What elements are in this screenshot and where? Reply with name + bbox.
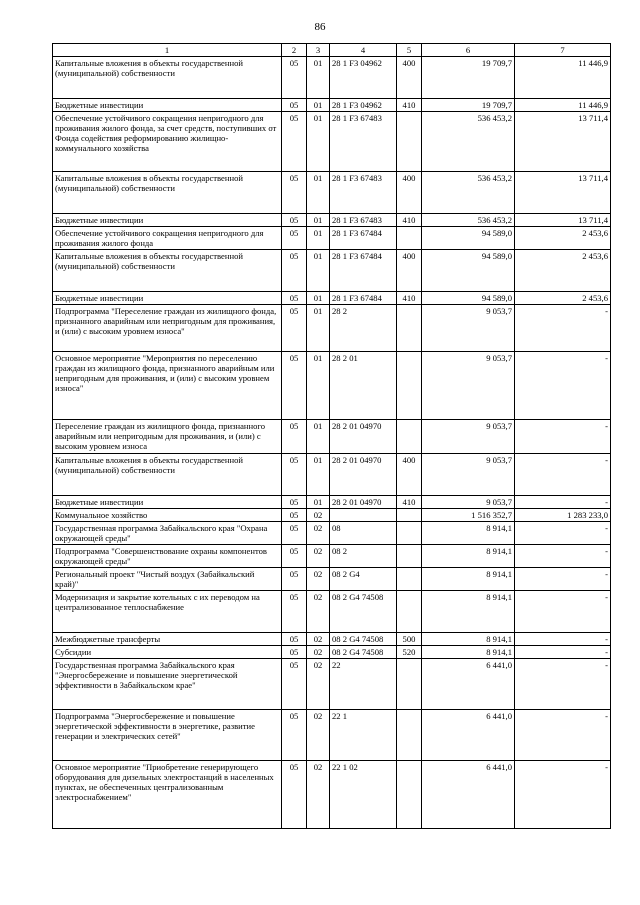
- cell-amount-year2: -: [515, 659, 611, 710]
- cell-amount-year1: 8 914,1: [422, 633, 515, 646]
- header-cell: 7: [515, 44, 611, 57]
- cell-name: Капитальные вложения в объекты государственной (муниципальной) собственности: [53, 454, 282, 496]
- cell-target-article: 28 1 F3 67483: [330, 214, 397, 227]
- cell-target-article: 22 1 02: [330, 761, 397, 829]
- cell-name: Подпрограмма "Энергосбережение и повышение энергетической эффективности в энергетике, развитие генерации и электрических сетей": [53, 710, 282, 761]
- cell-section: 05: [282, 568, 307, 591]
- cell-section: 05: [282, 522, 307, 545]
- cell-subsection: 01: [307, 305, 330, 352]
- cell-name: Подпрограмма "Переселение граждан из жилищного фонда, признанного аварийным или непригодным для проживания, и (или) с высоким уровнем износа": [53, 305, 282, 352]
- cell-amount-year2: -: [515, 420, 611, 454]
- cell-amount-year1: 8 914,1: [422, 591, 515, 633]
- cell-amount-year2: -: [515, 568, 611, 591]
- cell-name: Обеспечение устойчивого сокращения непригодного для проживания жилого фонда: [53, 227, 282, 250]
- cell-name: Бюджетные инвестиции: [53, 99, 282, 112]
- cell-subsection: 01: [307, 57, 330, 99]
- cell-name: Переселение граждан из жилищного фонда, признанного аварийным или непригодным для проживания, и (или) с высоким уровнем износа: [53, 420, 282, 454]
- cell-amount-year2: -: [515, 545, 611, 568]
- cell-section: 05: [282, 57, 307, 99]
- cell-amount-year2: -: [515, 761, 611, 829]
- cell-amount-year1: 94 589,0: [422, 292, 515, 305]
- cell-subsection: 01: [307, 227, 330, 250]
- cell-expense-type: 410: [397, 292, 422, 305]
- cell-target-article: 28 2 01: [330, 352, 397, 420]
- cell-target-article: 28 2 01 04970: [330, 420, 397, 454]
- cell-amount-year1: 19 709,7: [422, 57, 515, 99]
- cell-section: 05: [282, 172, 307, 214]
- cell-subsection: 01: [307, 496, 330, 509]
- cell-section: 05: [282, 305, 307, 352]
- table-row: [53, 545, 611, 568]
- table-row: [53, 292, 611, 305]
- table-row: [53, 633, 611, 646]
- table-row: [53, 250, 611, 292]
- cell-target-article: 08 2 G4 74508: [330, 633, 397, 646]
- cell-amount-year2: 13 711,4: [515, 172, 611, 214]
- table-row: [53, 568, 611, 591]
- cell-expense-type: [397, 761, 422, 829]
- cell-amount-year2: 11 446,9: [515, 99, 611, 112]
- table-row: [53, 57, 611, 99]
- header-cell: 4: [330, 44, 397, 57]
- cell-amount-year1: 9 053,7: [422, 454, 515, 496]
- cell-target-article: 28 1 F3 67483: [330, 172, 397, 214]
- cell-expense-type: [397, 545, 422, 568]
- cell-expense-type: 400: [397, 454, 422, 496]
- cell-name: Капитальные вложения в объекты государственной (муниципальной) собственности: [53, 250, 282, 292]
- table-row: [53, 172, 611, 214]
- cell-name: Субсидии: [53, 646, 282, 659]
- cell-expense-type: [397, 112, 422, 172]
- table-row: [53, 214, 611, 227]
- cell-expense-type: [397, 227, 422, 250]
- cell-name: Капитальные вложения в объекты государственной (муниципальной) собственности: [53, 57, 282, 99]
- cell-target-article: 28 1 F3 67484: [330, 250, 397, 292]
- cell-name: Государственная программа Забайкальского края "Энергосбережение и повышение энергетической эффективности в Забайкальском крае": [53, 659, 282, 710]
- cell-target-article: 28 1 F3 67483: [330, 112, 397, 172]
- cell-subsection: 02: [307, 568, 330, 591]
- cell-section: 05: [282, 509, 307, 522]
- cell-name: Бюджетные инвестиции: [53, 214, 282, 227]
- cell-section: 05: [282, 659, 307, 710]
- cell-subsection: 01: [307, 112, 330, 172]
- cell-amount-year2: -: [515, 710, 611, 761]
- cell-section: 05: [282, 710, 307, 761]
- cell-amount-year2: -: [515, 496, 611, 509]
- cell-section: 05: [282, 214, 307, 227]
- cell-amount-year1: 9 053,7: [422, 496, 515, 509]
- cell-expense-type: [397, 659, 422, 710]
- cell-name: Коммунальное хозяйство: [53, 509, 282, 522]
- cell-subsection: 02: [307, 761, 330, 829]
- cell-expense-type: 500: [397, 633, 422, 646]
- cell-amount-year1: 536 453,2: [422, 172, 515, 214]
- cell-target-article: 28 1 F3 04962: [330, 57, 397, 99]
- table-row: [53, 659, 611, 710]
- cell-subsection: 01: [307, 454, 330, 496]
- table-row: [53, 646, 611, 659]
- cell-amount-year1: 536 453,2: [422, 112, 515, 172]
- cell-name: Обеспечение устойчивого сокращения непригодного для проживания жилого фонда, за счет средств, поступивших от Фонда содействия реформированию жилищно-коммунального хозяйства: [53, 112, 282, 172]
- cell-subsection: 02: [307, 633, 330, 646]
- cell-name: Подпрограмма "Совершенствование охраны компонентов окружающей среды": [53, 545, 282, 568]
- cell-subsection: 02: [307, 509, 330, 522]
- cell-amount-year2: -: [515, 591, 611, 633]
- header-cell: 6: [422, 44, 515, 57]
- table-row: [53, 509, 611, 522]
- cell-target-article: 08 2 G4: [330, 568, 397, 591]
- table-row: [53, 112, 611, 172]
- page-number: 86: [314, 21, 326, 33]
- table-row: [53, 761, 611, 829]
- cell-subsection: 01: [307, 214, 330, 227]
- header-cell: 3: [307, 44, 330, 57]
- cell-subsection: 01: [307, 420, 330, 454]
- cell-subsection: 01: [307, 292, 330, 305]
- cell-expense-type: [397, 522, 422, 545]
- cell-amount-year1: 8 914,1: [422, 568, 515, 591]
- cell-amount-year1: 8 914,1: [422, 522, 515, 545]
- cell-amount-year1: 94 589,0: [422, 250, 515, 292]
- table-row: [53, 305, 611, 352]
- cell-amount-year2: -: [515, 305, 611, 352]
- cell-target-article: 28 1 F3 04962: [330, 99, 397, 112]
- cell-name: Модернизация и закрытие котельных с их переводом на централизованное теплоснабжение: [53, 591, 282, 633]
- cell-amount-year1: 19 709,7: [422, 99, 515, 112]
- cell-amount-year2: -: [515, 454, 611, 496]
- cell-amount-year2: 2 453,6: [515, 292, 611, 305]
- cell-amount-year1: 536 453,2: [422, 214, 515, 227]
- cell-section: 05: [282, 420, 307, 454]
- cell-section: 05: [282, 633, 307, 646]
- cell-amount-year2: 13 711,4: [515, 214, 611, 227]
- cell-subsection: 02: [307, 522, 330, 545]
- cell-amount-year1: 9 053,7: [422, 305, 515, 352]
- cell-target-article: 28 1 F3 67484: [330, 292, 397, 305]
- table-row: [53, 591, 611, 633]
- cell-section: 05: [282, 591, 307, 633]
- cell-amount-year2: 2 453,6: [515, 227, 611, 250]
- cell-subsection: 02: [307, 659, 330, 710]
- cell-expense-type: 520: [397, 646, 422, 659]
- cell-expense-type: 410: [397, 99, 422, 112]
- cell-target-article: 22 1: [330, 710, 397, 761]
- table-row: [53, 522, 611, 545]
- cell-target-article: 28 2: [330, 305, 397, 352]
- cell-subsection: 01: [307, 172, 330, 214]
- cell-amount-year2: 2 453,6: [515, 250, 611, 292]
- cell-amount-year1: 6 441,0: [422, 659, 515, 710]
- header-cell: 5: [397, 44, 422, 57]
- cell-name: Основное мероприятие "Приобретение генерирующего оборудования для дизельных электростанций в населенных пунктах, не обеспеченных централизованным электроснабжением": [53, 761, 282, 829]
- cell-target-article: 22: [330, 659, 397, 710]
- cell-section: 05: [282, 250, 307, 292]
- cell-name: Региональный проект "Чистый воздух (Забайкальский край)": [53, 568, 282, 591]
- cell-expense-type: 410: [397, 214, 422, 227]
- cell-name: Капитальные вложения в объекты государственной (муниципальной) собственности: [53, 172, 282, 214]
- cell-subsection: 01: [307, 99, 330, 112]
- cell-expense-type: [397, 509, 422, 522]
- cell-amount-year1: 6 441,0: [422, 710, 515, 761]
- cell-subsection: 02: [307, 591, 330, 633]
- cell-expense-type: 400: [397, 57, 422, 99]
- cell-section: 05: [282, 292, 307, 305]
- table-row: [53, 99, 611, 112]
- cell-target-article: 28 1 F3 67484: [330, 227, 397, 250]
- cell-amount-year2: -: [515, 633, 611, 646]
- cell-expense-type: [397, 305, 422, 352]
- cell-amount-year1: 6 441,0: [422, 761, 515, 829]
- cell-subsection: 02: [307, 545, 330, 568]
- cell-target-article: 28 2 01 04970: [330, 496, 397, 509]
- cell-amount-year1: 9 053,7: [422, 420, 515, 454]
- cell-section: 05: [282, 761, 307, 829]
- cell-expense-type: 400: [397, 250, 422, 292]
- cell-name: Бюджетные инвестиции: [53, 496, 282, 509]
- cell-amount-year2: 13 711,4: [515, 112, 611, 172]
- cell-expense-type: [397, 710, 422, 761]
- cell-expense-type: [397, 420, 422, 454]
- cell-subsection: 01: [307, 250, 330, 292]
- cell-section: 05: [282, 646, 307, 659]
- table-row: [53, 227, 611, 250]
- cell-expense-type: 410: [397, 496, 422, 509]
- table-row: [53, 352, 611, 420]
- table-row: [53, 710, 611, 761]
- table-header-row: [53, 44, 611, 57]
- cell-section: 05: [282, 227, 307, 250]
- table-row: [53, 420, 611, 454]
- header-cell: 1: [53, 44, 282, 57]
- cell-section: 05: [282, 352, 307, 420]
- table-row: [53, 454, 611, 496]
- table-row: [53, 496, 611, 509]
- header-cell: 2: [282, 44, 307, 57]
- cell-amount-year1: 8 914,1: [422, 646, 515, 659]
- cell-amount-year2: -: [515, 646, 611, 659]
- cell-amount-year2: 11 446,9: [515, 57, 611, 99]
- cell-amount-year1: 1 516 352,7: [422, 509, 515, 522]
- cell-expense-type: [397, 568, 422, 591]
- budget-table: [52, 43, 611, 829]
- cell-amount-year1: 9 053,7: [422, 352, 515, 420]
- cell-section: 05: [282, 496, 307, 509]
- cell-name: Межбюджетные трансферты: [53, 633, 282, 646]
- cell-target-article: 08 2 G4 74508: [330, 646, 397, 659]
- cell-subsection: 01: [307, 352, 330, 420]
- cell-expense-type: [397, 352, 422, 420]
- cell-name: Бюджетные инвестиции: [53, 292, 282, 305]
- cell-amount-year2: -: [515, 352, 611, 420]
- cell-target-article: 08 2 G4 74508: [330, 591, 397, 633]
- cell-amount-year1: 8 914,1: [422, 545, 515, 568]
- cell-amount-year1: 94 589,0: [422, 227, 515, 250]
- cell-section: 05: [282, 99, 307, 112]
- cell-amount-year2: -: [515, 522, 611, 545]
- cell-section: 05: [282, 545, 307, 568]
- cell-subsection: 02: [307, 646, 330, 659]
- cell-target-article: 08 2: [330, 545, 397, 568]
- cell-amount-year2: 1 283 233,0: [515, 509, 611, 522]
- cell-target-article: 08: [330, 522, 397, 545]
- cell-section: 05: [282, 454, 307, 496]
- cell-subsection: 02: [307, 710, 330, 761]
- cell-name: Государственная программа Забайкальского края "Охрана окружающей среды": [53, 522, 282, 545]
- cell-name: Основное мероприятие "Мероприятия по переселению граждан из жилищного фонда, признанного аварийным или непригодным для проживания, и (или) с высоким уровнем износа": [53, 352, 282, 420]
- cell-section: 05: [282, 112, 307, 172]
- cell-target-article: [330, 509, 397, 522]
- cell-target-article: 28 2 01 04970: [330, 454, 397, 496]
- cell-expense-type: 400: [397, 172, 422, 214]
- cell-expense-type: [397, 591, 422, 633]
